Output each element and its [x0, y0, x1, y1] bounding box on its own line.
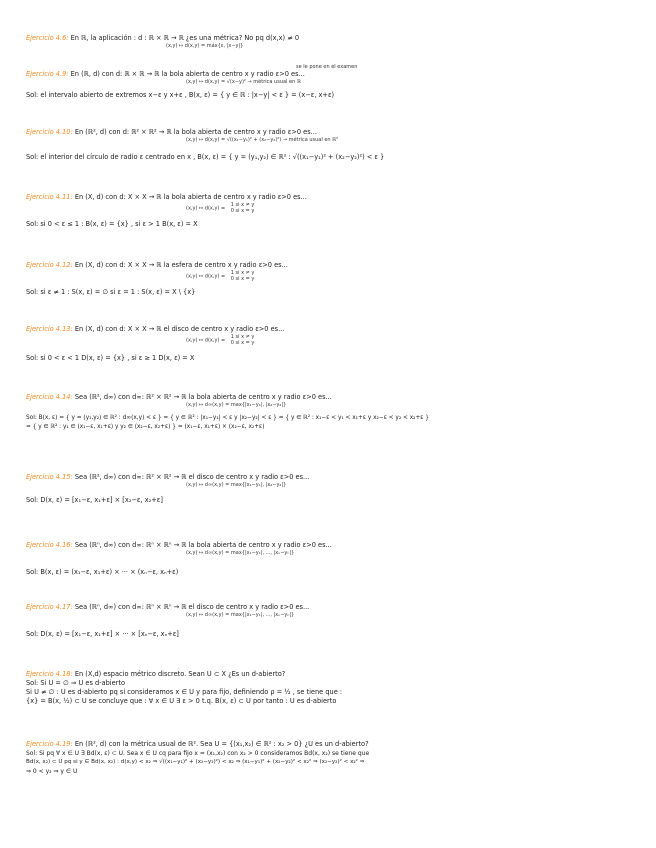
exercise-statement [26, 34, 636, 43]
solution-text: Sol: si 0 < ε < 1 D(x, ε) = {x} , si ε ≥ 1 D(x, ε) = X [26, 354, 195, 362]
exercise-label: Ejercicio 4.11: [26, 193, 73, 201]
solution-text: Sol: Si pq ∀ x ∈ U ∃ Bd(x, ε) ⊂ U. Sea x ∈ U cq para fijo x = (x₁,x₂) con x₂ > 0 consideramos Bd(x, x₂) se tiene que [26, 750, 370, 757]
statement-text: En ℝ, la aplicación : d : ℝ × ℝ → ℝ ¿es una métrica? No pq d(x,x) ≠ 0 [70, 34, 300, 42]
mapping-text: (x,y) ↦ d∞(x,y) = max{|x₁−y₁|, ..., |xₙ−yₙ|} [186, 550, 295, 556]
mapping-text: (x,y) ↦ d∞(x,y) = max{|x₁−y₁|, ..., |xₙ−yₙ|} [186, 612, 295, 618]
exercise-label: Ejercicio 4.15: [26, 473, 73, 481]
mapping-text: (x,y) ↦ d∞(x,y) = max{|x₁−y₁|, |x₂−y₂|} [186, 482, 287, 488]
exercise-4-12 [26, 261, 636, 297]
solution-text-2: Bd(x, x₂) ⊂ U pq si y ∈ Bd(x, x₂) : d(x,y) < x₂ ⇒ √((x₁−y₁)² + (x₂−y₂)²) < x₂ ⇒ (x₁−y₁)² + (x₂−y₂)² < x₂² ⇒ (x₂−y₂)² < x₂² ⇒ [26, 759, 365, 765]
mapping-text: (x,y) ↦ d(x,y) = máx{ε, |x−y|} [166, 43, 244, 49]
piecewise-cases [231, 270, 255, 282]
exercise-4-14 [26, 393, 636, 432]
solution-text-3: ⇒ 0 < y₂ ⇒ y ∈ U [26, 768, 78, 775]
solution-text: Sol: D(x, ε) = [x₁−ε, x₁+ε] × ··· × [xₙ−ε, xₙ+ε] [26, 630, 179, 638]
mapping-text: (x,y) ↦ d(x,y) = √((x₁−y₁)² + (x₂−y₂)²) → métrica usual en ℝ² [186, 137, 339, 143]
mapping-formula: (x,y) ↦ d(x,y) = [186, 205, 226, 212]
exercise-statement [26, 603, 636, 612]
exercise-4-9 [26, 64, 636, 100]
mapping-text: (x,y) ↦ d∞(x,y) = max{|x₁−y₁|, |x₂−y₂|} [186, 402, 287, 408]
solution-text: Sol: si 0 < ε ≤ 1 : B(x, ε) = {x} , si ε > 1 B(x, ε) = X [26, 220, 198, 228]
mapping-formula: (x,y) ↦ d(x,y) = [186, 337, 226, 344]
case-2: 0 si x = y [230, 340, 255, 346]
solution-text: Sol: D(x, ε) = [x₁−ε, x₁+ε] × [x₂−ε, x₂+ε] [26, 496, 163, 504]
exercise-statement [26, 325, 636, 334]
exercise-label: Ejercicio 4.19: [26, 740, 73, 748]
exercise-statement [26, 393, 636, 402]
case-2: 0 si x = y [230, 276, 255, 282]
exercise-label: Ejercicio 4.18: [26, 670, 73, 678]
statement-text: En (X, d) con d: X × X → ℝ el disco de centro x y radio ε>0 es... [74, 325, 285, 333]
exercise-statement [26, 70, 636, 79]
statement-text: En (X,d) espacio métrico discreto. Sean U ⊂ X ¿Es un d-abierto? [74, 670, 286, 678]
statement-text: En (ℝ², d) con la métrica usual de ℝ². Sea U = {(x₁,x₂) ∈ ℝ² : x₂ > 0} ¿U es un d-abierto? [74, 740, 369, 748]
exercise-label: Ejercicio 4.9: [26, 70, 69, 78]
exercise-statement [26, 128, 636, 137]
statement-text: En (X, d) con d: X × X → ℝ la esfera de centro x y radio ε>0 es... [74, 261, 288, 269]
solution-text: Sol: si ε ≠ 1 : S(x, ε) = ∅ si ε = 1 : S(x, ε) = X \ {x} [26, 288, 196, 296]
solution-text-3: {x} = B(x, ½) ⊂ U se concluye que : ∀ x ∈ U ∃ ε > 0 t.q. B(x, ε) ⊂ U por tanto : U es d-abierto [26, 697, 337, 705]
solution-text: Sol: Si U = ∅ ⇒ U es d-abierto [26, 679, 126, 687]
statement-text: Sea (ℝ², d∞) con d∞: ℝ² × ℝ² → ℝ la bola abierta de centro x y radio ε>0 es... [74, 393, 332, 401]
exercise-label: Ejercicio 4.14: [26, 393, 73, 401]
exercise-4-13 [26, 325, 636, 363]
mapping-formula: (x,y) ↦ d(x,y) = [186, 273, 226, 280]
margin-note: se le pone en el examen [296, 64, 358, 70]
exercise-label: Ejercicio 4.13: [26, 325, 73, 333]
exercise-4-19 [26, 740, 636, 776]
solution-text-2: Si U ≠ ∅ : U es d-abierto pq si consideramos x ∈ U y para fijo, definiendo ρ = ½ , se tiene que : [26, 688, 343, 696]
case-1: 1 si x ≠ y [230, 334, 255, 340]
exercise-4-17 [26, 603, 636, 639]
exercise-statement [26, 541, 636, 550]
mapping-text [186, 202, 636, 214]
exercise-label: Ejercicio 4.16: [26, 541, 73, 549]
exercise-4-18 [26, 670, 636, 706]
solution-text: Sol: B(x, ε) = (x₁−ε, x₁+ε) × ··· × (xₙ−ε, xₙ+ε) [26, 568, 179, 576]
solution-text: Sol: el interior del círculo de radio ε centrado en x , B(x, ε) = { y = (y₁,y₂) ∈ ℝ² : √((x₁−y₁)² + (x₂−y₂)²) < ε } [26, 153, 385, 161]
exercise-4-11 [26, 193, 636, 229]
statement-text: En (ℝ², d) con d: ℝ² × ℝ² → ℝ la bola abierta de centro x y radio ε>0 es... [74, 128, 317, 136]
exercise-label: Ejercicio 4.10: [26, 128, 73, 136]
mapping-text [186, 270, 636, 282]
statement-text: Sea (ℝⁿ, d∞) con d∞: ℝⁿ × ℝⁿ → ℝ la bola abierta de centro x y radio ε>0 es... [74, 541, 332, 549]
statement-text: Sea (ℝⁿ, d∞) con d∞: ℝⁿ × ℝⁿ → ℝ el disco de centro x y radio ε>0 es... [74, 603, 310, 611]
exercise-statement [26, 473, 636, 482]
exercise-4-15 [26, 473, 636, 505]
exercise-label: Ejercicio 4.17: [26, 603, 73, 611]
exercise-4-6 [26, 34, 636, 49]
exercise-label: Ejercicio 4.12: [26, 261, 73, 269]
case-1: 1 si x ≠ y [230, 270, 255, 276]
solution-text: Sol: B(x, ε) = { y = (y₁,y₂) ∈ ℝ² : d∞(x,y) < ε } = { y ∈ ℝ² : |x₁−y₁| < ε y |x₂−y₂| < ε } = { y ∈ ℝ² : x₁−ε < y₁ < x₁+ε y x₂−ε < y₂ < x₂+ε } [26, 415, 429, 421]
solution-text-2: = { y ∈ ℝ² : y₁ ∈ (x₁−ε, x₁+ε) y y₂ ∈ (x₂−ε, x₂+ε) } = (x₁−ε, x₁+ε) × (x₂−ε, x₂+ε) [26, 424, 265, 430]
mapping-text [186, 334, 636, 346]
exercise-4-16 [26, 541, 636, 577]
statement-text: Sea (ℝ², d∞) con d∞: ℝ² × ℝ² → ℝ el disco de centro x y radio ε>0 es... [74, 473, 310, 481]
exercise-statement [26, 740, 636, 749]
statement-text: En (ℝ, d) con d: ℝ × ℝ → ℝ la bola abierta de centro x y radio ε>0 es... [70, 70, 305, 78]
solution-text: Sol: el intervalo abierto de extremos x−ε y x+ε , B(x, ε) = { y ∈ ℝ : |x−y| < ε } = (x−ε, x+ε) [26, 91, 335, 99]
exercise-statement [26, 670, 636, 679]
piecewise-cases [231, 202, 255, 214]
piecewise-cases [231, 334, 255, 346]
exercise-label: Ejercicio 4.6: [26, 34, 69, 42]
case-2: 0 si x = y [230, 208, 255, 214]
case-1: 1 si x ≠ y [230, 202, 255, 208]
exercise-statement [26, 193, 636, 202]
statement-text: En (X, d) con d: X × X → ℝ la bola abierta de centro x y radio ε>0 es... [74, 193, 307, 201]
mapping-text: (x,y) ↦ d(x,y) = √(x−y)² → métrica usual en ℝ [186, 79, 301, 85]
exercise-4-10 [26, 128, 636, 162]
exercise-statement [26, 261, 636, 270]
